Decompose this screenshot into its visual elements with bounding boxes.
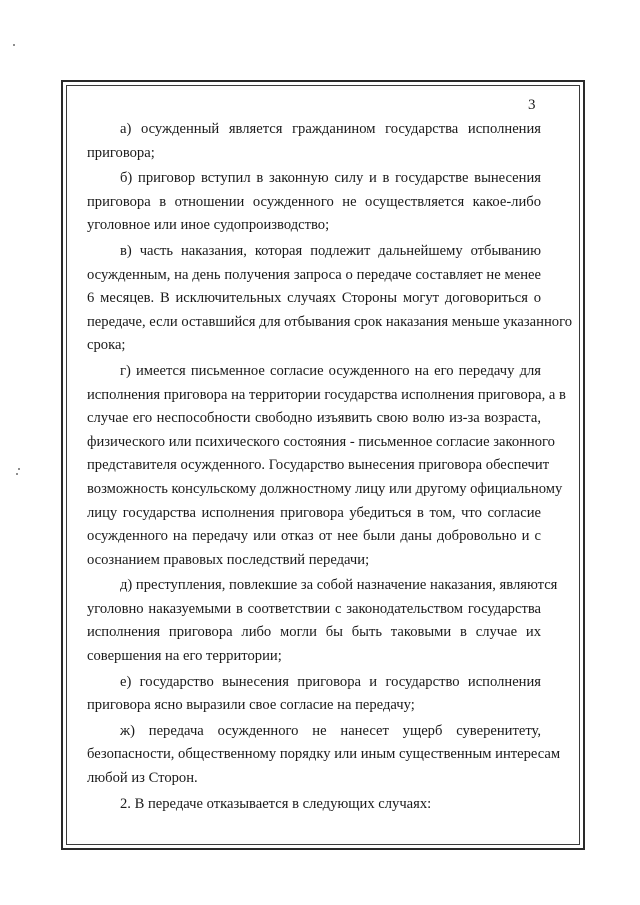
page-number: 3 xyxy=(528,97,536,113)
text-line: передаче, если оставшийся для отбывания срок наказания меньше указанного xyxy=(87,313,572,330)
paragraph-2 xyxy=(87,793,541,817)
text-line: осужденным, на день получения запроса о передаче составляет не менее xyxy=(87,266,541,283)
scan-speck xyxy=(18,468,20,470)
text-line: ж) передача осужденного не нанесет ущерб суверенитету, xyxy=(120,722,541,739)
text-line: уголовное или иное судопроизводство; xyxy=(87,217,330,234)
text-line: приговора ясно выразили свое согласие на передачу; xyxy=(87,697,415,714)
text-line: возможность консульскому должностному лицу или другому официальному xyxy=(87,480,563,497)
text-line: безопасности, общественному порядку или иным существенным интересам xyxy=(87,746,561,763)
text-line: б) приговор вступил в законную силу и в государстве вынесения xyxy=(120,170,541,187)
text-line: в) часть наказания, которая подлежит дальнейшему отбыванию xyxy=(120,242,541,259)
text-line: а) осужденный является гражданином государства исполнения xyxy=(120,121,541,137)
text-line: любой из Сторон. xyxy=(87,770,198,787)
text-line: срока; xyxy=(87,337,126,354)
scan-speck xyxy=(13,44,15,46)
text-line: осознанием правовых последствий передачи; xyxy=(87,551,370,568)
paragraph-b xyxy=(87,167,541,238)
paragraph-e xyxy=(87,671,541,718)
paragraph-v xyxy=(87,240,572,358)
text-line: исполнения приговора на территории государства исполнения приговора, а в xyxy=(87,386,566,403)
paragraph-zh xyxy=(87,720,561,791)
document-body xyxy=(87,118,572,816)
text-line: е) государство вынесения приговора и государство исполнения xyxy=(120,673,541,690)
text-line: уголовно наказуемыми в соответствии с законодательством государства xyxy=(87,600,541,617)
text-line: 2. В передаче отказывается в следующих случаях: xyxy=(120,795,432,812)
scan-speck xyxy=(16,473,18,475)
text-line: случае его неспособности свободно изъявить свою волю из-за возраста, xyxy=(87,410,541,427)
text-line: г) имеется письменное согласие осужденного на его передачу для xyxy=(120,362,541,379)
text-line: осужденного на передачу или отказ от нее были даны добровольно и с xyxy=(87,528,541,545)
text-line: представителя осужденного. Государство вынесения приговора обеспечит xyxy=(87,457,550,474)
text-line: д) преступления, повлекшие за собой назначение наказания, являются xyxy=(120,577,558,594)
text-line: приговора; xyxy=(87,144,155,161)
paragraph-a xyxy=(87,118,541,165)
paragraph-g xyxy=(87,360,566,572)
paragraph-d xyxy=(87,574,558,668)
text-line: 6 месяцев. В исключительных случаях Стороны могут договориться о xyxy=(87,290,541,307)
text-line: исполнения приговора либо могли бы быть таковыми в случае их xyxy=(87,624,541,641)
text-line: физического или психического состояния - письменное согласие законного xyxy=(87,433,555,450)
text-line: совершения на его территории; xyxy=(87,648,282,665)
text-line: лицу государства исполнения приговора убедиться в том, что согласие xyxy=(87,504,541,521)
text-line: приговора в отношении осужденного не осуществляется какое-либо xyxy=(87,193,541,210)
